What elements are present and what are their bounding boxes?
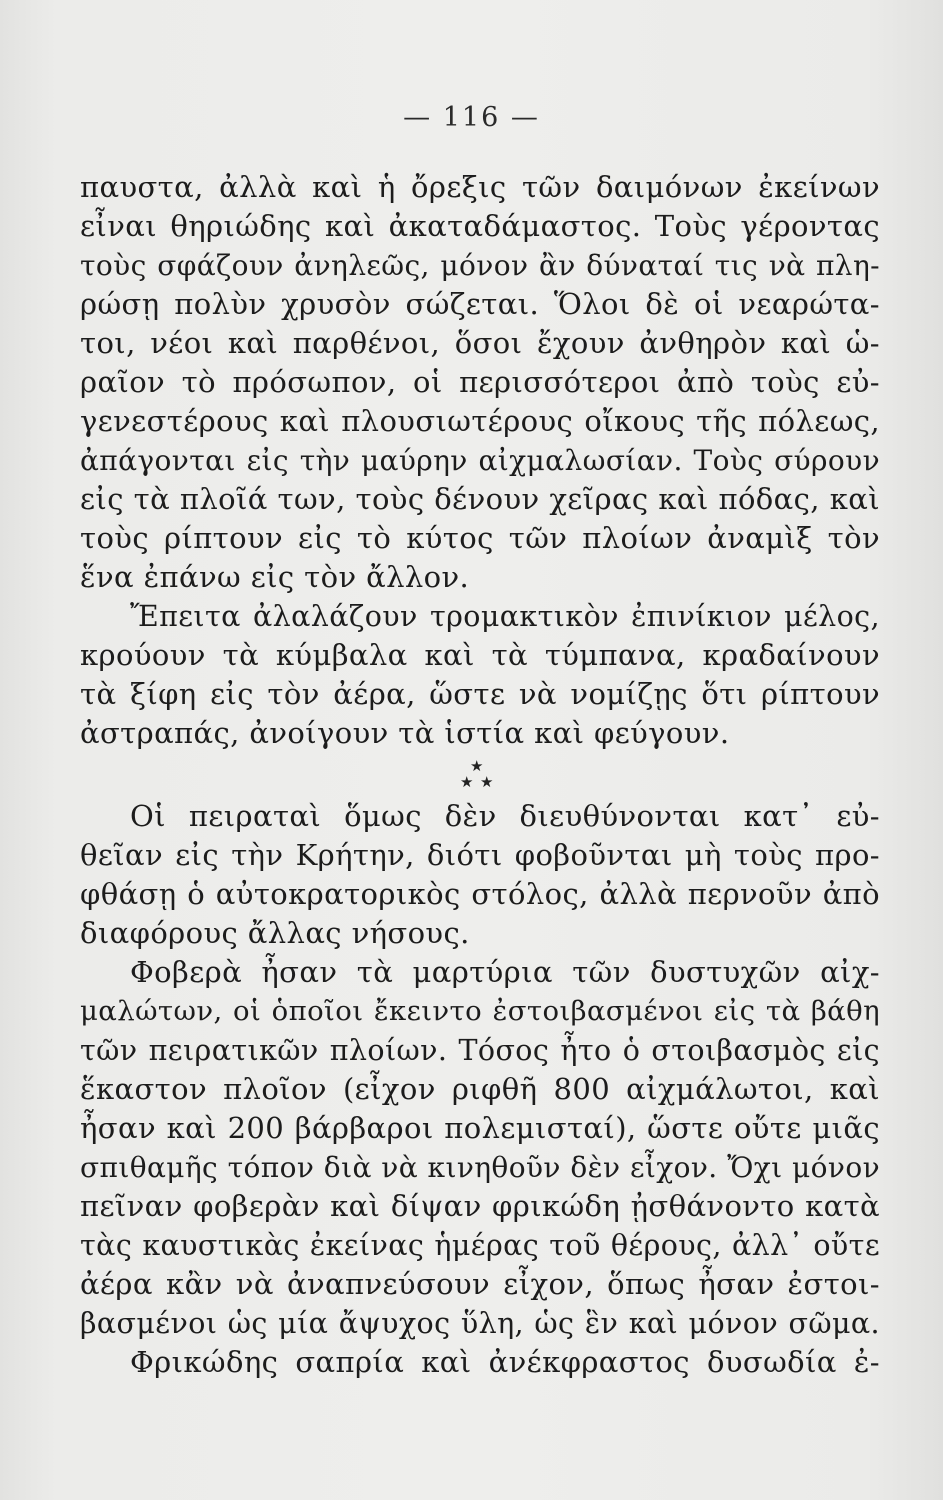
- text-line: μαλώτων, οἱ ὁποῖοι ἔκειντο ἐστοιβασμένοι εἰς τὰ βάθη: [80, 995, 880, 1027]
- text-line: ραῖον τὸ πρόσωπον, οἱ περισσότεροι ἀπὸ τοὺς εὐ-: [80, 365, 880, 399]
- text-line: ἀπάγονται εἰς τὴν μαύρην αἰχμαλωσίαν. Τοὺς σύρουν: [80, 444, 880, 477]
- text-line: φθάσῃ ὁ αὐτοκρατορικὸς στόλος, ἀλλὰ περνοῦν ἀπὸ: [80, 877, 880, 911]
- text-line: εἶναι θηριώδης καὶ ἀκαταδάμαστος. Τοὺς γέροντας: [80, 209, 880, 243]
- text-line: Ἔπειτα ἀλαλάζουν τρομακτικὸν ἐπινίκιον μέλος,: [130, 600, 880, 633]
- text-line: Οἱ πειραταὶ ὅμως δὲν διευθύνονται κατ᾽ εὐ-: [130, 799, 880, 833]
- text-line: τοὺς σφάζουν ἀνηλεῶς, μόνον ἂν δύναταί τις νὰ πλη-: [80, 249, 880, 282]
- paragraph: [80, 597, 880, 753]
- text-line: γενεστέρους καὶ πλουσιωτέρους οἴκους τῆς πόλεως,: [80, 404, 880, 438]
- text-line: ἦσαν καὶ 200 βάρβαροι πολεμισταί), ὥστε οὔτε μιᾶς: [80, 1111, 880, 1145]
- text-line: θεῖαν εἰς τὴν Κρήτην, διότι φοβοῦνται μὴ τοὺς προ-: [80, 838, 880, 872]
- text-line: τοι, νέοι καὶ παρθένοι, ὅσοι ἔχουν ἀνθηρὸν καὶ ὡ-: [80, 326, 880, 360]
- paragraph: [80, 953, 880, 1382]
- paragraph: [80, 168, 880, 597]
- text-line: σπιθαμῆς τόπον διὰ νὰ κινηθοῦν δὲν εἶχον. Ὄχι μόνον: [80, 1151, 880, 1184]
- text-line: ἀστραπάς, ἀνοίγουν τὰ ἱστία καὶ φεύγουν.: [80, 716, 730, 750]
- star-icon: ★: [480, 773, 494, 791]
- text-line: πεῖναν φοβερὰν καὶ δίψαν φρικώδη ᾐσθάνοντο κατὰ: [80, 1189, 880, 1223]
- text-line: τῶν πειρατικῶν πλοίων. Τόσος ἦτο ὁ στοιβασμὸς εἰς: [80, 1034, 880, 1067]
- text-line: παυστα, ἀλλὰ καὶ ἡ ὄρεξις τῶν δαιμόνων ἐκείνων: [80, 170, 880, 204]
- text-line: ρώσῃ πολὺν χρυσὸν σώζεται. Ὅλοι δὲ οἱ νεαρώτα-: [80, 287, 880, 321]
- page-number: — 116 —: [403, 102, 540, 133]
- text-line: τοὺς ρίπτουν εἰς τὸ κύτος τῶν πλοίων ἀναμὶξ τὸν: [80, 521, 880, 555]
- text-line: τὰς καυστικὰς ἐκείνας ἡμέρας τοῦ θέρους, ἀλλ᾽ οὔτε: [80, 1229, 880, 1262]
- text-line: διαφόρους ἄλλας νήσους.: [80, 916, 470, 950]
- text-line: βασμένοι ὡς μία ἄψυχος ὕλη, ὡς ἓν καὶ μόνον σῶμα.: [80, 1307, 880, 1340]
- star-icon: ★: [460, 773, 474, 791]
- body-text: [80, 168, 880, 1382]
- section-separator-asterism: [80, 753, 880, 797]
- text-line: τὰ ξίφη εἰς τὸν ἀέρα, ὥστε νὰ νομίζῃς ὅτι ρίπτουν: [80, 677, 880, 711]
- text-line: Φοβερὰ ἦσαν τὰ μαρτύρια τῶν δυστυχῶν αἰχ-: [130, 955, 880, 989]
- text-line: ἕνα ἐπάνω εἰς τὸν ἄλλον.: [80, 560, 470, 594]
- text-line: ἀέρα κἂν νὰ ἀναπνεύσουν εἶχον, ὅπως ἦσαν ἐστοι-: [80, 1267, 880, 1301]
- text-line: εἰς τὰ πλοῖά των, τοὺς δένουν χεῖρας καὶ πόδας, καὶ: [80, 482, 880, 516]
- text-line: Φρικώδης σαπρία καὶ ἀνέκφραστος δυσωδία ἐ-: [130, 1345, 880, 1379]
- star-icon: ★: [470, 757, 484, 775]
- paragraph: [80, 797, 880, 953]
- text-line: ἕκαστον πλοῖον (εἶχον ριφθῆ 800 αἰχμάλωτοι, καὶ: [80, 1072, 880, 1106]
- text-line: κρούουν τὰ κύμβαλα καὶ τὰ τύμπανα, κραδαίνουν: [80, 638, 880, 672]
